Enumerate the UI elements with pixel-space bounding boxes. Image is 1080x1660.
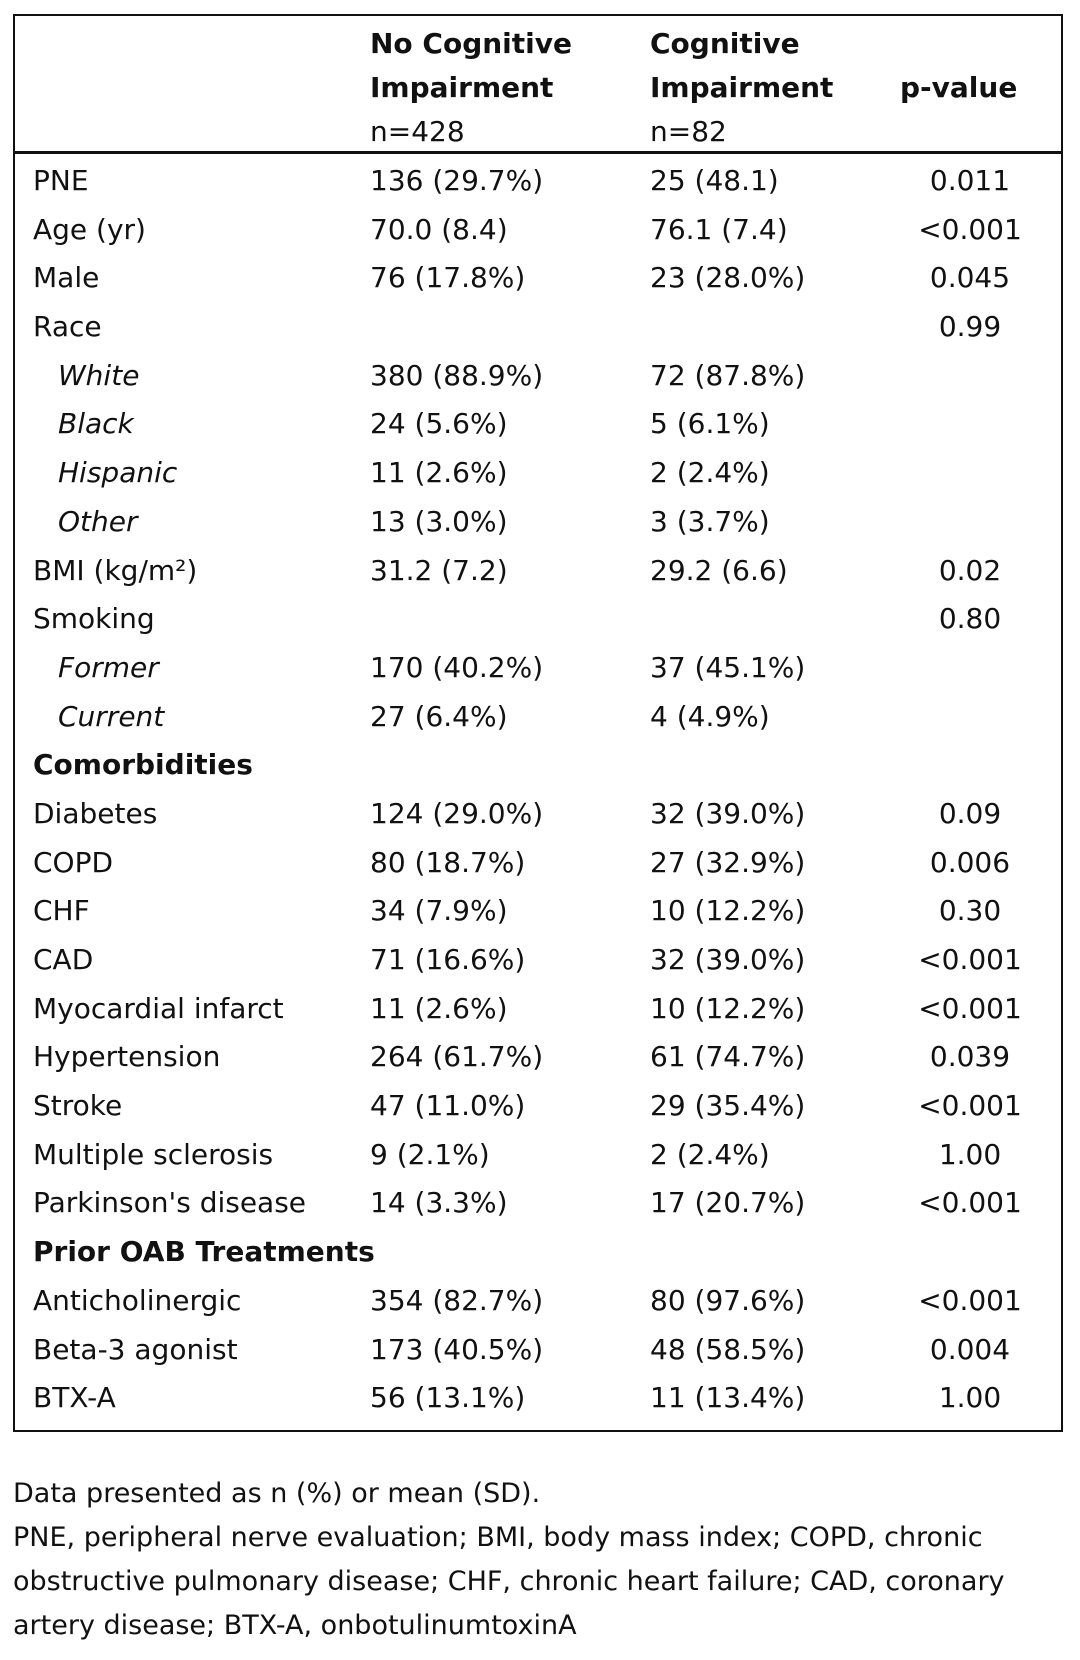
table-row [15, 448, 1061, 497]
cell-no-cognitive-impairment: 34 (7.9%) [370, 894, 508, 928]
row-label: BMI (kg/m²) [33, 553, 198, 587]
cell-no-cognitive-impairment: 47 (11.0%) [370, 1089, 526, 1123]
table-row [15, 789, 1061, 838]
row-label: Male [33, 261, 100, 295]
cell-no-cognitive-impairment: 24 (5.6%) [370, 407, 508, 441]
cell-no-cognitive-impairment: 11 (2.6%) [370, 456, 508, 490]
cell-cognitive-impairment: 5 (6.1%) [650, 407, 770, 441]
cell-cognitive-impairment: 23 (28.0%) [650, 261, 806, 295]
cell-p-value: 1.00 [938, 1137, 1002, 1171]
table-row [15, 1032, 1061, 1081]
cell-p-value: 0.09 [938, 796, 1002, 830]
cell-no-cognitive-impairment: 354 (82.7%) [370, 1283, 544, 1317]
table-row [15, 1178, 1061, 1227]
cell-no-cognitive-impairment: 170 (40.2%) [370, 650, 544, 684]
cell-no-cognitive-impairment: 76 (17.8%) [370, 261, 526, 295]
table-row [15, 643, 1061, 692]
table-row [15, 546, 1061, 595]
cell-cognitive-impairment: 2 (2.4%) [650, 456, 770, 490]
cell-cognitive-impairment: 29.2 (6.6) [650, 553, 788, 587]
row-label: Current [58, 699, 165, 733]
row-label: CAD [33, 943, 94, 976]
cell-cognitive-impairment: 37 (45.1%) [650, 650, 806, 684]
table-row [15, 1081, 1061, 1130]
footnote-line: Data presented as n (%) or mean (SD). [13, 1478, 541, 1509]
table-row [15, 1325, 1061, 1374]
row-label: Race [33, 310, 102, 344]
table-row [15, 886, 1061, 935]
cell-cognitive-impairment: 3 (3.7%) [650, 504, 770, 538]
table-row [15, 984, 1061, 1033]
cell-p-value: <0.001 [918, 1089, 1022, 1123]
table-body [15, 156, 1061, 1422]
cell-no-cognitive-impairment: 11 (2.6%) [370, 991, 508, 1025]
cell-p-value: 0.004 [929, 1332, 1011, 1366]
cell-cognitive-impairment: 27 (32.9%) [650, 845, 806, 879]
table-row [15, 1276, 1061, 1325]
cell-cognitive-impairment: 4 (4.9%) [650, 699, 770, 733]
cell-no-cognitive-impairment: 70.0 (8.4) [370, 212, 508, 246]
row-label: Stroke [33, 1089, 123, 1123]
row-label: Age (yr) [33, 212, 146, 246]
table-row [15, 1373, 1061, 1422]
cell-p-value: 0.039 [929, 1040, 1011, 1074]
table-row [15, 838, 1061, 887]
cell-no-cognitive-impairment: 80 (18.7%) [370, 845, 526, 879]
cell-cognitive-impairment: 72 (87.8%) [650, 358, 806, 392]
cell-no-cognitive-impairment: 264 (61.7%) [370, 1040, 544, 1074]
cell-cognitive-impairment: 2 (2.4%) [650, 1137, 770, 1171]
header-col1-line2: Impairment [370, 71, 554, 104]
cell-no-cognitive-impairment: 31.2 (7.2) [370, 553, 508, 587]
table-header [15, 16, 1061, 154]
cell-no-cognitive-impairment: 27 (6.4%) [370, 699, 508, 733]
cell-cognitive-impairment: 61 (74.7%) [650, 1040, 806, 1074]
cell-p-value: 0.006 [929, 845, 1011, 879]
row-label: COPD [33, 845, 114, 879]
cell-p-value: 0.02 [938, 553, 1002, 587]
cell-no-cognitive-impairment: 13 (3.0%) [370, 504, 508, 538]
cell-cognitive-impairment: 80 (97.6%) [650, 1283, 806, 1317]
cell-cognitive-impairment: 17 (20.7%) [650, 1186, 806, 1220]
data-table [13, 14, 1063, 1432]
table-row [15, 497, 1061, 546]
row-label: Myocardial infarct [33, 991, 284, 1025]
header-cognitive-impairment [650, 22, 833, 154]
table-row [15, 156, 1061, 205]
cell-cognitive-impairment: 10 (12.2%) [650, 991, 806, 1025]
row-label: Former [58, 650, 159, 684]
header-col2-line2: Impairment [650, 71, 834, 104]
header-col2-line1: Cognitive [650, 27, 800, 60]
cell-p-value: 0.045 [929, 261, 1011, 295]
cell-cognitive-impairment: 48 (58.5%) [650, 1332, 806, 1366]
row-label: Black [58, 407, 134, 441]
cell-cognitive-impairment: 32 (39.0%) [650, 796, 806, 830]
header-p-value: p-value [900, 71, 1018, 104]
cell-no-cognitive-impairment: 124 (29.0%) [370, 796, 544, 830]
footnote-line: artery disease; BTX-A, onbotulinumtoxinA [13, 1610, 577, 1641]
cell-p-value: <0.001 [918, 1186, 1022, 1220]
table-row [15, 205, 1061, 254]
cell-no-cognitive-impairment: 173 (40.5%) [370, 1332, 544, 1366]
table-row [15, 692, 1061, 741]
cell-cognitive-impairment: 11 (13.4%) [650, 1381, 806, 1415]
header-col2-n: n=82 [650, 115, 727, 148]
cell-no-cognitive-impairment: 9 (2.1%) [370, 1137, 490, 1171]
table-row [15, 740, 1061, 789]
cell-p-value: 0.30 [938, 894, 1002, 928]
cell-no-cognitive-impairment: 56 (13.1%) [370, 1381, 526, 1415]
row-label: PNE [33, 164, 89, 197]
table-footnotes [13, 1472, 1063, 1648]
row-label: CHF [33, 894, 90, 928]
row-label: White [58, 358, 140, 392]
table-row [15, 1130, 1061, 1179]
row-label: Beta-3 agonist [33, 1332, 238, 1366]
cell-no-cognitive-impairment: 71 (16.6%) [370, 943, 526, 976]
cell-p-value: 0.80 [938, 602, 1002, 636]
cell-p-value: 0.99 [938, 310, 1002, 344]
row-label: BTX-A [33, 1381, 116, 1415]
table-row [15, 1227, 1061, 1276]
cell-p-value: <0.001 [918, 1283, 1022, 1317]
row-label: Comorbidities [33, 748, 253, 782]
row-label: Prior OAB Treatments [33, 1235, 375, 1269]
cell-cognitive-impairment: 25 (48.1) [650, 164, 779, 197]
cell-no-cognitive-impairment: 14 (3.3%) [370, 1186, 508, 1220]
cell-p-value: 1.00 [938, 1381, 1002, 1415]
row-label: Smoking [33, 602, 155, 636]
table-row [15, 935, 1061, 984]
row-label: Anticholinergic [33, 1283, 242, 1317]
cell-no-cognitive-impairment: 380 (88.9%) [370, 358, 544, 392]
table-row [15, 399, 1061, 448]
row-label: Hypertension [33, 1040, 221, 1074]
cell-cognitive-impairment: 76.1 (7.4) [650, 212, 788, 246]
cell-p-value: <0.001 [918, 991, 1022, 1025]
table-row [15, 351, 1061, 400]
row-label: Hispanic [58, 456, 178, 490]
cell-no-cognitive-impairment: 136 (29.7%) [370, 164, 544, 197]
row-label: Multiple sclerosis [33, 1137, 274, 1171]
cell-cognitive-impairment: 10 (12.2%) [650, 894, 806, 928]
cell-p-value: 0.011 [929, 164, 1011, 197]
table-row [15, 302, 1061, 351]
row-label: Other [58, 504, 138, 538]
header-col1-n: n=428 [370, 115, 465, 148]
row-label: Diabetes [33, 796, 158, 830]
cell-cognitive-impairment: 29 (35.4%) [650, 1089, 806, 1123]
table-row [15, 594, 1061, 643]
header-no-cognitive-impairment [370, 22, 572, 154]
cell-cognitive-impairment: 32 (39.0%) [650, 943, 806, 976]
cell-p-value: <0.001 [918, 212, 1022, 246]
footnote-line: PNE, peripheral nerve evaluation; BMI, body mass index; COPD, chronic [13, 1522, 983, 1553]
header-col1-line1: No Cognitive [370, 27, 573, 60]
cell-p-value: <0.001 [918, 943, 1022, 976]
footnote-line: obstructive pulmonary disease; CHF, chronic heart failure; CAD, coronary [13, 1566, 1005, 1597]
table-row [15, 253, 1061, 302]
row-label: Parkinson's disease [33, 1186, 307, 1220]
